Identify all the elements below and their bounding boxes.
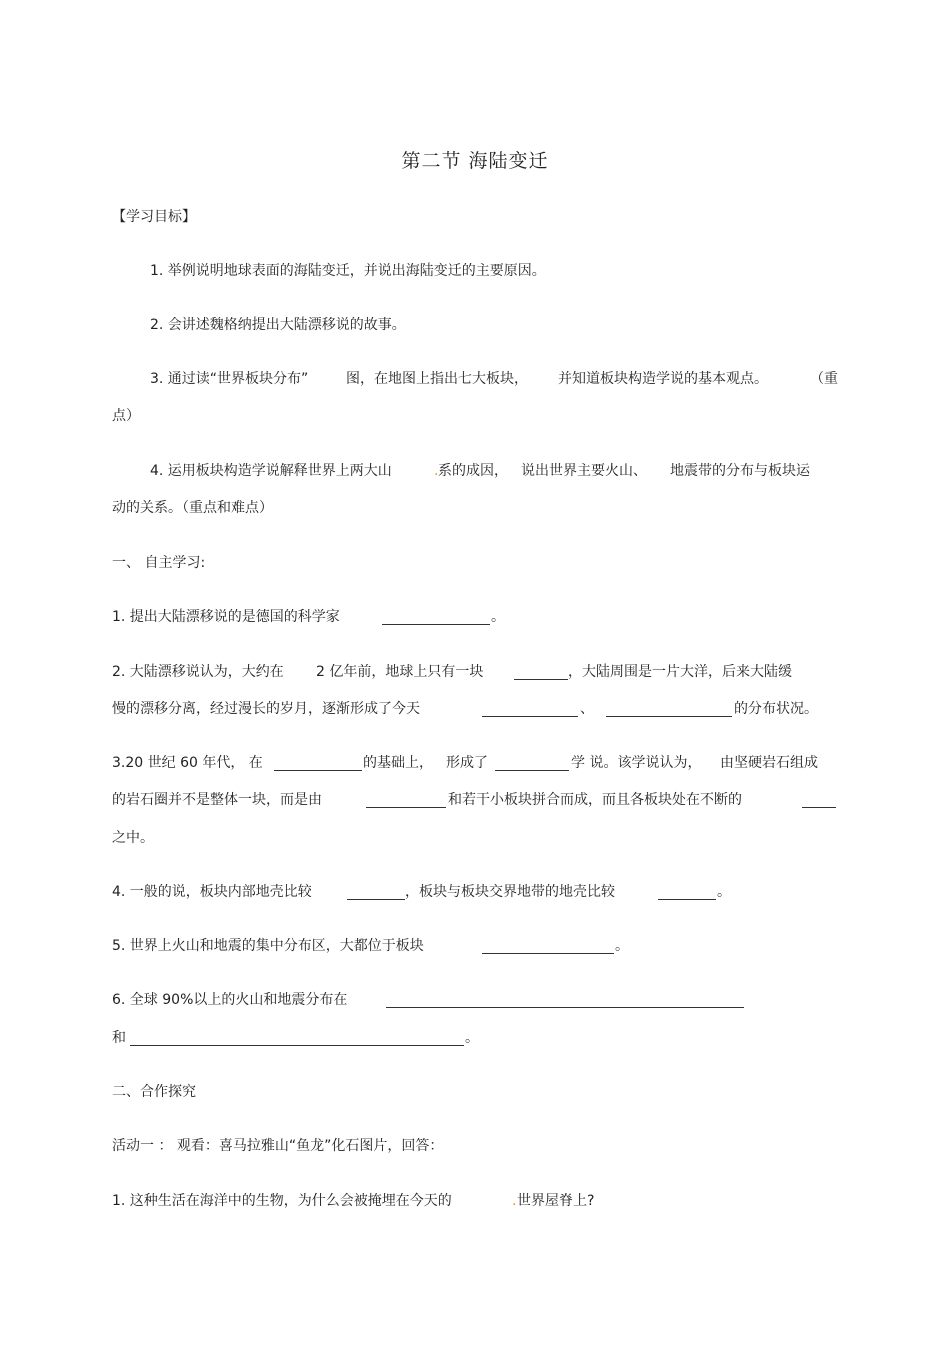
q6-blank-1[interactable]: [386, 993, 744, 1008]
goal-1: 1. 举例说明地球表面的海陆变迁，并说出海陆变迁的主要原因。: [150, 263, 546, 279]
goal-4-part-d: 地震带的分布与板块运: [670, 463, 810, 479]
activity-1-heading: 活动一 ： 观看：喜马拉雅山“鱼龙”化石图片，回答：: [112, 1138, 444, 1154]
q2-blank-1[interactable]: [514, 665, 568, 680]
q2-text-b: 2 亿年前，地球上只有一块: [316, 664, 484, 680]
goal-4-part-a: 4. 运用板块构造学说解释世界上两大山: [150, 463, 392, 479]
q3-blank-4[interactable]: [802, 793, 836, 808]
q3-text-g: 和若干小板块拼合而成，而且各板块处在不断的: [448, 792, 742, 808]
activity-q1-text-a: 1. 这种生活在海洋中的生物，为什么会被掩埋在今天的: [112, 1193, 452, 1209]
q4-end: 。: [717, 884, 731, 900]
q3-text-c: 形成了: [446, 755, 488, 771]
goal-4-part-c: 说出世界主要火山、: [521, 463, 647, 479]
section-2-heading: 二、合作探究: [112, 1084, 196, 1100]
q4-text-b: ，板块与板块交界地带的地壳比较: [405, 884, 615, 900]
q3-blank-1[interactable]: [274, 756, 362, 771]
goal-3-part-d: （重: [810, 371, 838, 387]
q3-blank-2[interactable]: [495, 756, 569, 771]
q1-text: 1. 提出大陆漂移说的是德国的科学家: [112, 609, 340, 625]
q3-text-f: 的岩石圈并不是整体一块，而是由: [112, 792, 322, 808]
goal-3-part-a: 3. 通过读“世界板块分布”: [150, 371, 309, 387]
q3-text-b: 的基础上，: [363, 755, 433, 771]
q5-end: 。: [615, 938, 629, 954]
q2-text-d: 慢的漂移分离，经过漫长的岁月，逐渐形成了今天: [112, 701, 420, 717]
q1-end: 。: [491, 609, 505, 625]
q2-text-f: 的分布状况。: [734, 701, 818, 717]
q3-blank-3[interactable]: [366, 793, 446, 808]
q5-text: 5. 世界上火山和地震的集中分布区，大都位于板块: [112, 938, 424, 954]
goal-2: 2. 会讲述魏格纳提出大陆漂移说的故事。: [150, 317, 406, 333]
q3-text-a: 3.20 世纪 60 年代， 在: [112, 755, 263, 771]
goals-heading: 【学习目标】: [112, 209, 196, 225]
q1-blank[interactable]: [382, 610, 490, 625]
goal-4-part-e: 动的关系。（重点和难点）: [112, 500, 273, 516]
activity-q1-text-b: 世界屋脊上?: [517, 1193, 595, 1209]
section-1-heading: 一、 自主学习:: [112, 555, 206, 571]
page-title: 第二节 海陆变迁: [401, 150, 549, 172]
q4-blank-1[interactable]: [347, 885, 405, 900]
goal-4-part-b: 系的成因，: [438, 463, 508, 479]
goal-3-part-e: 点）: [112, 408, 140, 424]
q6-text-b: 和: [112, 1030, 126, 1046]
q3-text-e: 由坚硬岩石组成: [720, 755, 818, 771]
q2-text-e: 、: [580, 701, 594, 717]
q2-blank-2[interactable]: [482, 702, 578, 717]
q3-text-h: 之中。: [112, 830, 154, 846]
ink-dot: .: [434, 463, 439, 479]
q3-text-d: 学 说。该学说认为，: [571, 755, 702, 771]
q6-end: 。: [465, 1030, 479, 1046]
q4-text-a: 4. 一般的说，板块内部地壳比较: [112, 884, 312, 900]
ink-dot: .: [512, 1193, 517, 1209]
q5-blank[interactable]: [482, 939, 614, 954]
q6-blank-2[interactable]: [130, 1031, 464, 1046]
q4-blank-2[interactable]: [658, 885, 716, 900]
q2-text-c: ，大陆周围是一片大洋，后来大陆缓: [568, 664, 792, 680]
goal-3-part-b: 图，在地图上指出七大板块，: [346, 371, 528, 387]
q2-text-a: 2. 大陆漂移说认为，大约在: [112, 664, 284, 680]
goal-3-part-c: 并知道板块构造学说的基本观点。: [558, 371, 768, 387]
q6-text-a: 6. 全球 90%以上的火山和地震分布在: [112, 992, 348, 1008]
q2-blank-3[interactable]: [606, 702, 732, 717]
